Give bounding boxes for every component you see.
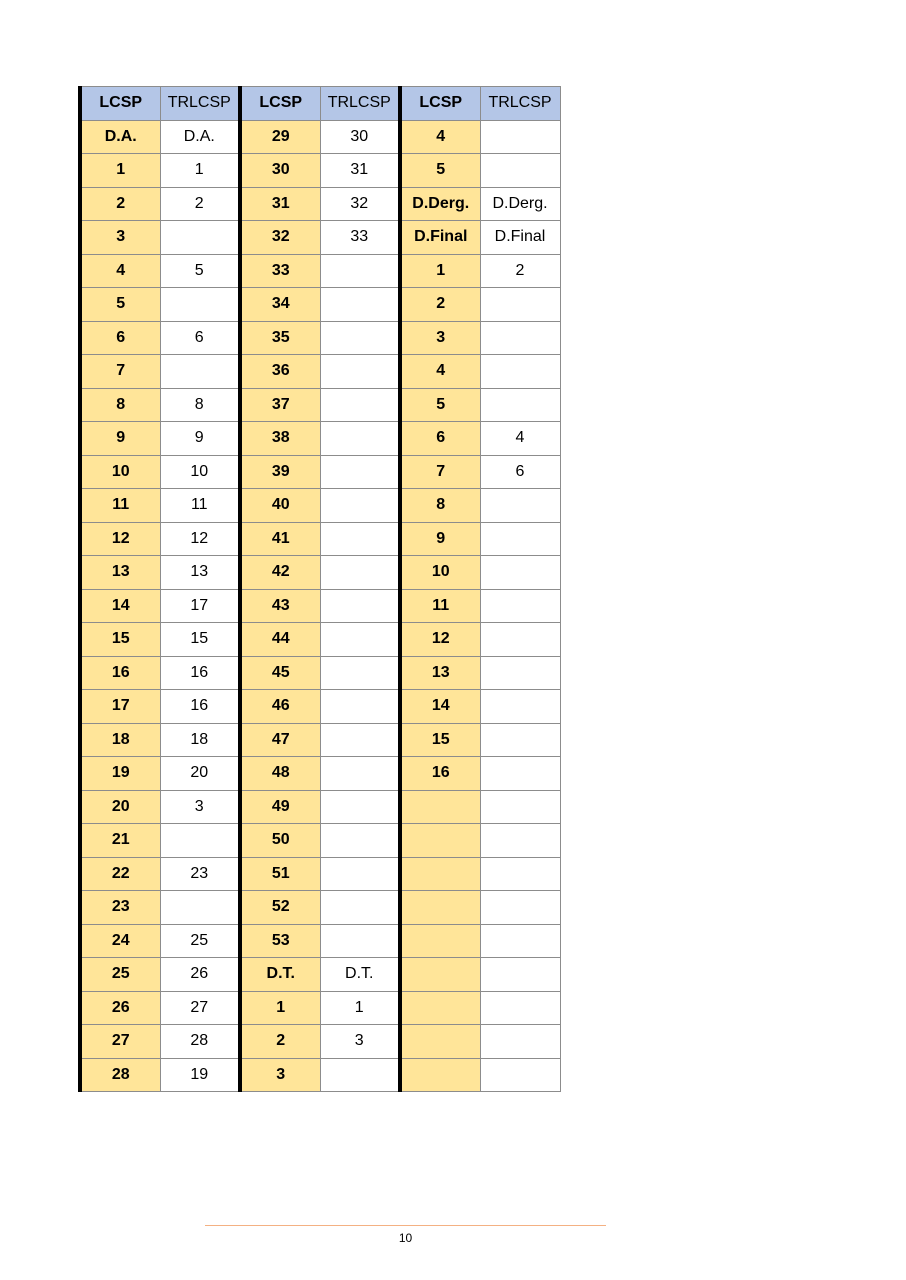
trlcsp-cell: 31 (320, 154, 400, 188)
table-row (80, 455, 560, 489)
trlcsp-cell (480, 757, 560, 791)
trlcsp-cell (480, 891, 560, 925)
trlcsp-cell: 1 (320, 991, 400, 1025)
table-row (80, 1058, 560, 1092)
lcsp-cell: 26 (80, 991, 160, 1025)
lcsp-cell: 3 (80, 221, 160, 255)
trlcsp-cell (320, 690, 400, 724)
table-row (80, 891, 560, 925)
lcsp-cell: D.Derg. (400, 187, 480, 221)
trlcsp-cell (480, 522, 560, 556)
lcsp-cell (400, 857, 480, 891)
lcsp-cell: 6 (400, 422, 480, 456)
table-body (80, 120, 560, 1092)
trlcsp-cell: 1 (160, 154, 240, 188)
header-trlcsp-2: TRLCSP (320, 87, 400, 121)
trlcsp-cell: 25 (160, 924, 240, 958)
trlcsp-cell: 17 (160, 589, 240, 623)
trlcsp-cell (480, 120, 560, 154)
lcsp-cell: 53 (240, 924, 320, 958)
table-row (80, 723, 560, 757)
table-row (80, 321, 560, 355)
lcsp-cell: 3 (400, 321, 480, 355)
trlcsp-cell (320, 623, 400, 657)
lcsp-cell: 12 (80, 522, 160, 556)
lcsp-cell: 3 (240, 1058, 320, 1092)
lcsp-cell (400, 891, 480, 925)
lcsp-cell: 40 (240, 489, 320, 523)
trlcsp-cell: 11 (160, 489, 240, 523)
lcsp-cell: 25 (80, 958, 160, 992)
trlcsp-cell: 16 (160, 690, 240, 724)
trlcsp-cell (320, 723, 400, 757)
lcsp-cell: 31 (240, 187, 320, 221)
trlcsp-cell (320, 656, 400, 690)
trlcsp-cell (320, 321, 400, 355)
trlcsp-cell (480, 154, 560, 188)
trlcsp-cell (320, 891, 400, 925)
lcsp-cell: 13 (400, 656, 480, 690)
trlcsp-cell: 26 (160, 958, 240, 992)
lcsp-cell: 8 (80, 388, 160, 422)
table-row (80, 154, 560, 188)
trlcsp-cell (320, 288, 400, 322)
lcsp-cell: 46 (240, 690, 320, 724)
lcsp-cell: 27 (80, 1025, 160, 1059)
lcsp-cell: 5 (400, 388, 480, 422)
trlcsp-cell: 28 (160, 1025, 240, 1059)
trlcsp-cell (480, 288, 560, 322)
lcsp-cell: 23 (80, 891, 160, 925)
trlcsp-cell: 23 (160, 857, 240, 891)
trlcsp-cell: 15 (160, 623, 240, 657)
table-row (80, 388, 560, 422)
lcsp-cell (400, 958, 480, 992)
lcsp-cell: 1 (80, 154, 160, 188)
footer-divider (205, 1225, 606, 1226)
correspondence-table (78, 86, 561, 1092)
trlcsp-cell (480, 355, 560, 389)
trlcsp-cell (480, 857, 560, 891)
table-row (80, 991, 560, 1025)
lcsp-cell: 41 (240, 522, 320, 556)
lcsp-cell: 16 (400, 757, 480, 791)
lcsp-cell: 21 (80, 824, 160, 858)
trlcsp-cell: 4 (480, 422, 560, 456)
page-number: 10 (398, 1231, 413, 1245)
trlcsp-cell: 13 (160, 556, 240, 590)
trlcsp-cell: 6 (160, 321, 240, 355)
table-row (80, 623, 560, 657)
trlcsp-cell: 12 (160, 522, 240, 556)
table-row (80, 589, 560, 623)
trlcsp-cell (320, 355, 400, 389)
lcsp-cell (400, 1058, 480, 1092)
lcsp-cell (400, 991, 480, 1025)
trlcsp-cell (320, 556, 400, 590)
trlcsp-cell (480, 723, 560, 757)
lcsp-cell: 38 (240, 422, 320, 456)
lcsp-cell: 34 (240, 288, 320, 322)
header-trlcsp-1: TRLCSP (160, 87, 240, 121)
trlcsp-cell (480, 589, 560, 623)
lcsp-cell: 24 (80, 924, 160, 958)
lcsp-cell: 5 (80, 288, 160, 322)
trlcsp-cell (480, 388, 560, 422)
lcsp-cell: D.T. (240, 958, 320, 992)
trlcsp-cell (320, 1058, 400, 1092)
table-row (80, 120, 560, 154)
lcsp-cell: 28 (80, 1058, 160, 1092)
trlcsp-cell (320, 757, 400, 791)
lcsp-cell: 50 (240, 824, 320, 858)
header-lcsp-2: LCSP (240, 87, 320, 121)
trlcsp-cell: D.Derg. (480, 187, 560, 221)
trlcsp-cell: 2 (480, 254, 560, 288)
table-row (80, 757, 560, 791)
trlcsp-cell (160, 288, 240, 322)
trlcsp-cell: 18 (160, 723, 240, 757)
trlcsp-cell: D.T. (320, 958, 400, 992)
trlcsp-cell (160, 355, 240, 389)
lcsp-cell: 48 (240, 757, 320, 791)
table-row (80, 690, 560, 724)
lcsp-cell: 7 (80, 355, 160, 389)
trlcsp-cell: D.A. (160, 120, 240, 154)
lcsp-cell: 13 (80, 556, 160, 590)
lcsp-cell: 22 (80, 857, 160, 891)
trlcsp-cell: 2 (160, 187, 240, 221)
lcsp-cell: 47 (240, 723, 320, 757)
lcsp-cell: 20 (80, 790, 160, 824)
lcsp-cell: 45 (240, 656, 320, 690)
trlcsp-cell: 30 (320, 120, 400, 154)
lcsp-cell: 10 (80, 455, 160, 489)
trlcsp-cell (480, 489, 560, 523)
table-row (80, 857, 560, 891)
lcsp-cell (400, 790, 480, 824)
lcsp-cell (400, 824, 480, 858)
trlcsp-cell: 5 (160, 254, 240, 288)
lcsp-cell: 52 (240, 891, 320, 925)
table-header-row (80, 87, 560, 121)
lcsp-cell: 14 (80, 589, 160, 623)
lcsp-cell (400, 1025, 480, 1059)
trlcsp-cell (160, 221, 240, 255)
lcsp-cell: 36 (240, 355, 320, 389)
table-row (80, 958, 560, 992)
correspondence-table-container (78, 86, 561, 1092)
lcsp-cell: 4 (400, 355, 480, 389)
trlcsp-cell: 33 (320, 221, 400, 255)
trlcsp-cell (320, 824, 400, 858)
lcsp-cell: 37 (240, 388, 320, 422)
trlcsp-cell (320, 254, 400, 288)
lcsp-cell: 8 (400, 489, 480, 523)
lcsp-cell: 32 (240, 221, 320, 255)
trlcsp-cell (480, 556, 560, 590)
header-trlcsp-3: TRLCSP (480, 87, 560, 121)
trlcsp-cell (160, 824, 240, 858)
trlcsp-cell: D.Final (480, 221, 560, 255)
lcsp-cell: 1 (240, 991, 320, 1025)
trlcsp-cell: 16 (160, 656, 240, 690)
trlcsp-cell (480, 1058, 560, 1092)
trlcsp-cell: 9 (160, 422, 240, 456)
lcsp-cell: 44 (240, 623, 320, 657)
table-row (80, 355, 560, 389)
trlcsp-cell (320, 790, 400, 824)
lcsp-cell: 5 (400, 154, 480, 188)
lcsp-cell: 51 (240, 857, 320, 891)
lcsp-cell: 42 (240, 556, 320, 590)
table-row (80, 522, 560, 556)
lcsp-cell: 11 (80, 489, 160, 523)
lcsp-cell: 35 (240, 321, 320, 355)
lcsp-cell: 9 (80, 422, 160, 456)
trlcsp-cell (320, 455, 400, 489)
lcsp-cell: 29 (240, 120, 320, 154)
header-lcsp-1: LCSP (80, 87, 160, 121)
lcsp-cell: 17 (80, 690, 160, 724)
trlcsp-cell (320, 388, 400, 422)
trlcsp-cell (320, 924, 400, 958)
lcsp-cell: D.Final (400, 221, 480, 255)
lcsp-cell: 1 (400, 254, 480, 288)
trlcsp-cell: 27 (160, 991, 240, 1025)
lcsp-cell: 16 (80, 656, 160, 690)
trlcsp-cell (320, 489, 400, 523)
lcsp-cell: 6 (80, 321, 160, 355)
trlcsp-cell (480, 656, 560, 690)
lcsp-cell: 15 (400, 723, 480, 757)
trlcsp-cell: 32 (320, 187, 400, 221)
lcsp-cell: 2 (240, 1025, 320, 1059)
table-row (80, 1025, 560, 1059)
trlcsp-cell (480, 623, 560, 657)
lcsp-cell: 10 (400, 556, 480, 590)
trlcsp-cell: 10 (160, 455, 240, 489)
trlcsp-cell: 19 (160, 1058, 240, 1092)
trlcsp-cell (320, 857, 400, 891)
trlcsp-cell (480, 1025, 560, 1059)
table-row (80, 288, 560, 322)
lcsp-cell: 18 (80, 723, 160, 757)
table-row (80, 489, 560, 523)
lcsp-cell: 2 (400, 288, 480, 322)
table-row (80, 656, 560, 690)
trlcsp-cell (480, 991, 560, 1025)
lcsp-cell: 7 (400, 455, 480, 489)
trlcsp-cell: 3 (320, 1025, 400, 1059)
trlcsp-cell (160, 891, 240, 925)
trlcsp-cell (480, 690, 560, 724)
lcsp-cell: 15 (80, 623, 160, 657)
trlcsp-cell: 8 (160, 388, 240, 422)
trlcsp-cell (320, 522, 400, 556)
table-row (80, 924, 560, 958)
table-row (80, 187, 560, 221)
trlcsp-cell: 20 (160, 757, 240, 791)
trlcsp-cell: 6 (480, 455, 560, 489)
lcsp-cell: 39 (240, 455, 320, 489)
lcsp-cell: 11 (400, 589, 480, 623)
table-row (80, 221, 560, 255)
lcsp-cell: 4 (400, 120, 480, 154)
lcsp-cell: 30 (240, 154, 320, 188)
header-lcsp-3: LCSP (400, 87, 480, 121)
trlcsp-cell (320, 422, 400, 456)
trlcsp-cell (480, 790, 560, 824)
lcsp-cell: 9 (400, 522, 480, 556)
lcsp-cell: 14 (400, 690, 480, 724)
lcsp-cell: 12 (400, 623, 480, 657)
lcsp-cell: 43 (240, 589, 320, 623)
table-row (80, 254, 560, 288)
trlcsp-cell (480, 321, 560, 355)
trlcsp-cell (480, 924, 560, 958)
lcsp-cell: 19 (80, 757, 160, 791)
table-row (80, 790, 560, 824)
lcsp-cell: D.A. (80, 120, 160, 154)
lcsp-cell: 4 (80, 254, 160, 288)
lcsp-cell (400, 924, 480, 958)
lcsp-cell: 33 (240, 254, 320, 288)
table-row (80, 824, 560, 858)
table-row (80, 422, 560, 456)
table-row (80, 556, 560, 590)
trlcsp-cell (320, 589, 400, 623)
trlcsp-cell (480, 824, 560, 858)
trlcsp-cell: 3 (160, 790, 240, 824)
lcsp-cell: 49 (240, 790, 320, 824)
trlcsp-cell (480, 958, 560, 992)
lcsp-cell: 2 (80, 187, 160, 221)
